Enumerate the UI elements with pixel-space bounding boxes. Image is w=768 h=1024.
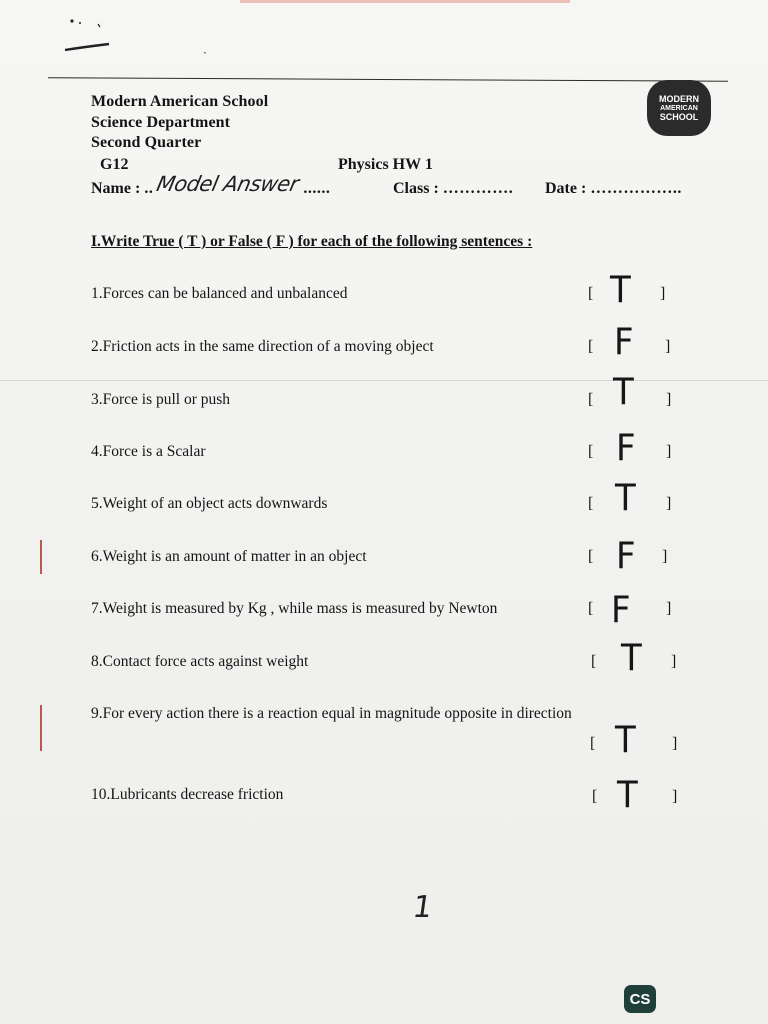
department: Science Department [91, 114, 231, 131]
binding-mark [40, 705, 42, 751]
quarter: Second Quarter [91, 134, 202, 151]
logo-line-1: MODERN [659, 93, 699, 104]
binding-mark [40, 540, 42, 574]
bracket-close: ] [662, 548, 668, 565]
bracket-open: [ [588, 443, 594, 460]
answer-2: F [614, 320, 634, 364]
section-title: I.Write True ( T ) or False ( F ) for each of the following sentences : [91, 233, 533, 250]
top-edge-strip [240, 0, 570, 3]
question-9: 9.For every action there is a reaction equal in magnitude opposite in direction [91, 705, 572, 722]
bracket-close: ] [672, 735, 678, 752]
question-8: 8.Contact force acts against weight [91, 653, 309, 670]
answer-4: F [616, 426, 636, 470]
bracket-open: [ [588, 391, 594, 408]
bracket-open: [ [590, 735, 596, 752]
school-logo [647, 80, 711, 136]
question-10: 10.Lubricants decrease friction [91, 786, 284, 803]
grade: G12 [100, 156, 129, 173]
bracket-close: ] [660, 285, 666, 302]
name-dots-before: .. [144, 180, 154, 197]
answer-6: F [616, 534, 636, 578]
date-label: Date : [545, 180, 587, 197]
school-name: Modern American School [91, 93, 269, 110]
question-1: 1.Forces can be balanced and unbalanced [91, 285, 348, 302]
bracket-open: [ [588, 338, 594, 355]
answer-1: T [610, 268, 631, 312]
question-3: 3.Force is pull or push [91, 391, 231, 408]
question-6: 6.Weight is an amount of matter in an object [91, 548, 367, 565]
bracket-open: [ [591, 653, 597, 670]
logo-line-3: SCHOOL [659, 111, 699, 122]
date-dots: …………….. [590, 180, 682, 197]
class-field [393, 180, 513, 198]
bracket-open: [ [588, 495, 594, 512]
homework-title: Physics HW 1 [338, 156, 433, 173]
camscanner-badge: CS [624, 985, 656, 1013]
scan-speck: · [203, 46, 207, 60]
class-dots: …………. [442, 180, 514, 197]
name-dots-after: ...... [303, 180, 331, 197]
handwritten-name: Model Answer [154, 172, 301, 196]
bracket-open: [ [588, 600, 594, 617]
class-label: Class : [393, 180, 439, 197]
name-label: Name : [91, 180, 141, 197]
date-field [545, 180, 682, 198]
question-2: 2.Friction acts in the same direction of a moving object [91, 338, 434, 355]
answer-5: T [615, 476, 636, 520]
bracket-close: ] [672, 788, 678, 805]
answer-10: T [617, 773, 638, 817]
bracket-close: ] [666, 391, 672, 408]
answer-7: F [611, 588, 631, 632]
bracket-close: ] [666, 443, 672, 460]
question-5: 5.Weight of an object acts downwards [91, 495, 328, 512]
answer-9: T [615, 718, 636, 762]
bracket-close: ] [666, 495, 672, 512]
corner-marks [62, 14, 122, 59]
scan-artifact-line [0, 380, 768, 381]
bracket-open: [ [588, 548, 594, 565]
question-7: 7.Weight is measured by Kg , while mass is measured by Newton [91, 600, 498, 617]
answer-3: T [613, 370, 634, 414]
bracket-close: ] [666, 600, 672, 617]
answer-8: T [621, 636, 642, 680]
bracket-open: [ [592, 788, 598, 805]
header-rule [48, 77, 728, 82]
question-4: 4.Force is a Scalar [91, 443, 206, 460]
bracket-close: ] [671, 653, 677, 670]
page-number: 1 [410, 890, 435, 925]
bracket-close: ] [665, 338, 671, 355]
bracket-open: [ [588, 285, 594, 302]
logo-line-2: AMERICAN [660, 104, 698, 112]
